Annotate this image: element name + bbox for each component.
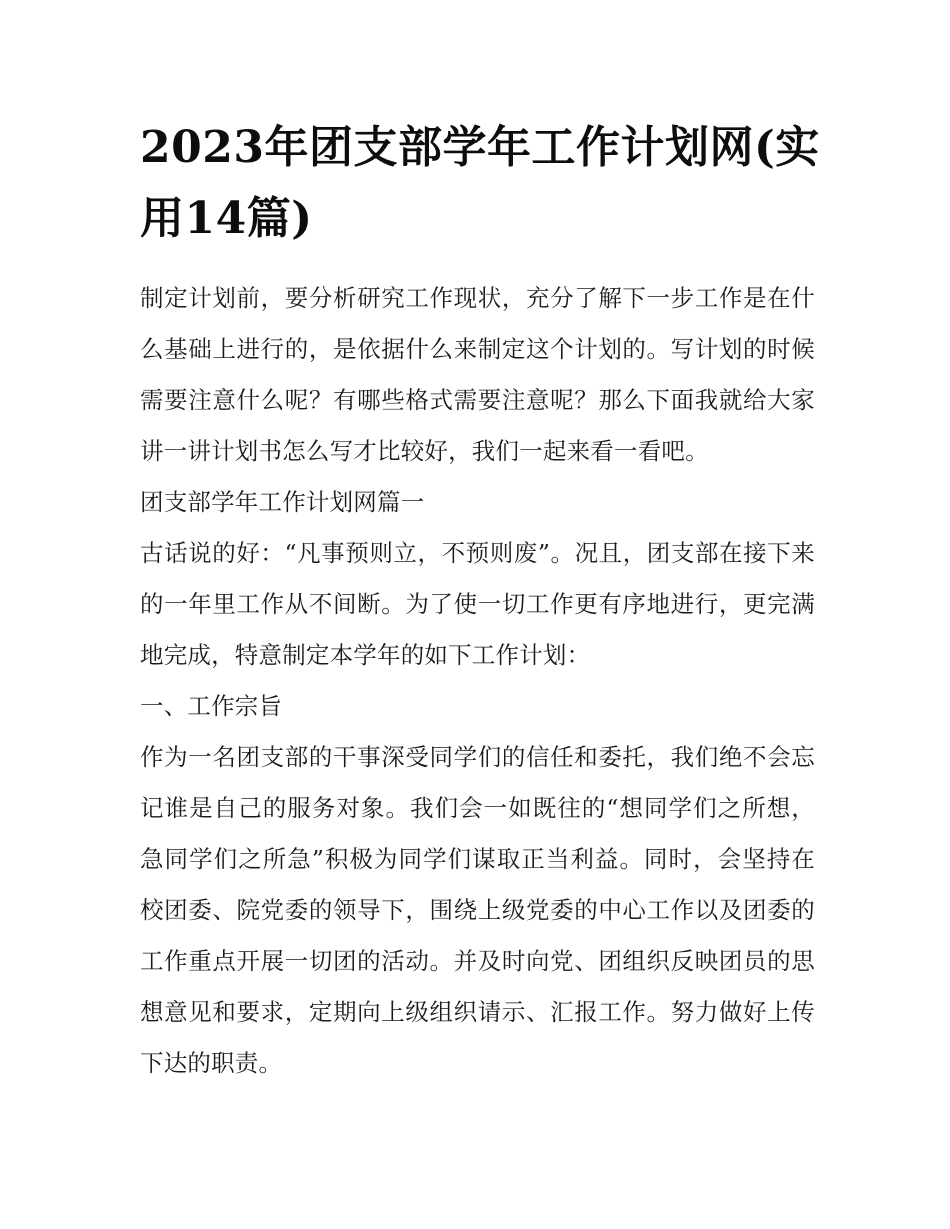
intro-paragraph: 制定计划前，要分析研究工作现状，充分了解下一步工作是在什么基础上进行的，是依据什么来制定这个计划的。写计划的时候需要注意什么呢？有哪些格式需要注意呢？那么下面我就给大家讲一讲计划书怎么写才比较好，我们一起来看一看吧。 — [140, 284, 815, 465]
section-heading-work-purpose: 一、工作宗旨 — [140, 692, 283, 720]
document-title: 2023年团支部学年工作计划网(实用14篇) — [140, 122, 820, 244]
preface-paragraph: 古话说的好：“凡事预则立，不预则废”。况且，团支部在接下来的一年里工作从不间断。为了使一切工作更有序地进行，更完满地完成，特意制定本学年的如下工作计划： — [140, 539, 815, 669]
section-heading-part-one: 团支部学年工作计划网篇一 — [140, 488, 425, 516]
document-body — [140, 273, 815, 1089]
work-purpose-paragraph: 作为一名团支部的干事深受同学们的信任和委托，我们绝不会忘记谁是自己的服务对象。我们会一如既往的“想同学们之所想，急同学们之所急”积极为同学们谋取正当利益。同时，会坚持在校团委、院党委的领导下，围绕上级党委的中心工作以及团委的工作重点开展一切团的活动。并及时向党、团组织反映团员的思想意见和要求，定期向上级组织请示、汇报工作。努力做好上传下达的职责。 — [140, 743, 815, 1077]
